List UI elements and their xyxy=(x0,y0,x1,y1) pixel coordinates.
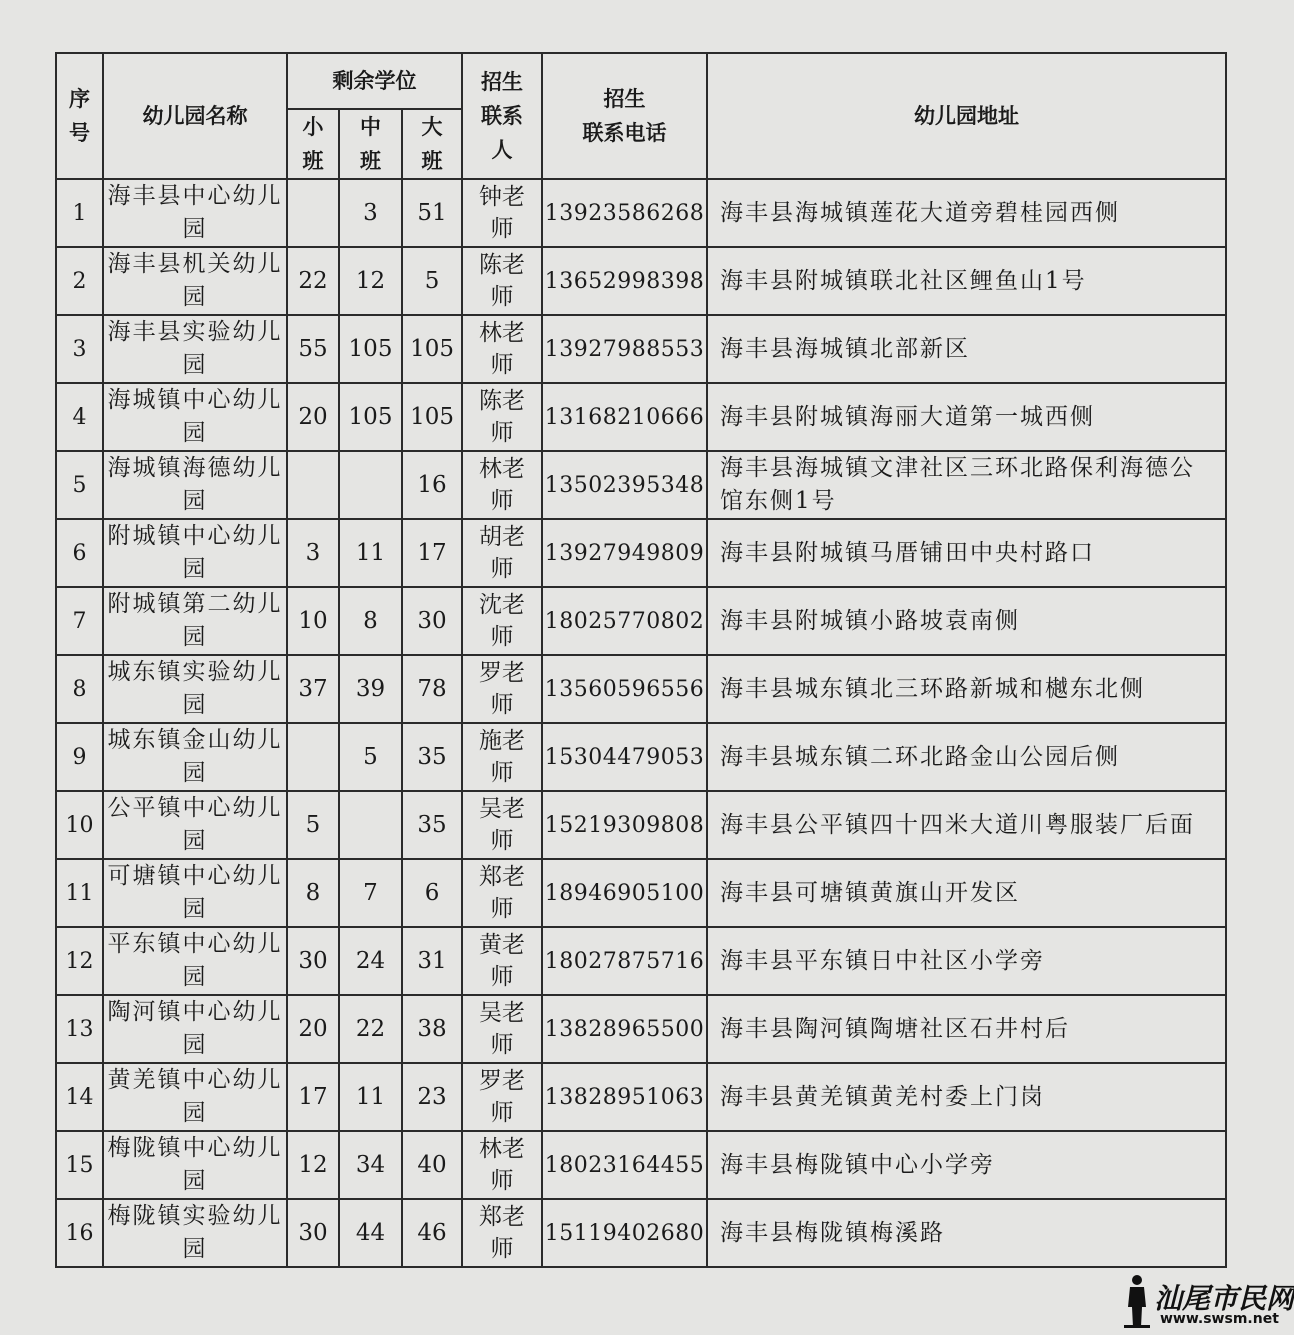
small-class-seats: 12 xyxy=(287,1131,339,1199)
contact-person xyxy=(462,995,542,1063)
kindergarten-name: 城东镇金山幼儿园 xyxy=(103,723,287,791)
kindergarten-name: 梅陇镇中心幼儿园 xyxy=(103,1131,287,1199)
contact-person xyxy=(462,1131,542,1199)
row-index: 4 xyxy=(56,383,103,451)
large-class-seats: 31 xyxy=(402,927,462,995)
contact-person-line: 沈老 xyxy=(479,592,526,618)
contact-phone: 13927988553 xyxy=(542,315,707,383)
large-class-seats: 40 xyxy=(402,1131,462,1199)
kindergarten-name: 平东镇中心幼儿园 xyxy=(103,927,287,995)
table-row xyxy=(56,859,1226,927)
header-middle-line-2: 班 xyxy=(360,148,381,173)
contact-person xyxy=(462,655,542,723)
small-class-seats: 20 xyxy=(287,383,339,451)
small-class-seats xyxy=(287,451,339,519)
large-class-seats: 105 xyxy=(402,315,462,383)
header-small-line-1: 小 xyxy=(302,114,324,139)
row-index: 11 xyxy=(56,859,103,927)
small-class-seats: 17 xyxy=(287,1063,339,1131)
table-row xyxy=(56,315,1226,383)
kindergarten-name: 海城镇中心幼儿园 xyxy=(103,383,287,451)
table-body xyxy=(56,179,1226,1267)
kindergarten-name: 梅陇镇实验幼儿园 xyxy=(103,1199,287,1267)
kindergarten-address: 海丰县附城镇小路坡袁南侧 xyxy=(707,587,1226,655)
small-class-seats: 22 xyxy=(287,247,339,315)
header-contact-person xyxy=(462,53,542,179)
contact-person xyxy=(462,927,542,995)
kindergarten-address: 海丰县海城镇文津社区三环北路保利海德公馆东侧1号 xyxy=(707,451,1226,519)
contact-person-line: 师 xyxy=(490,284,514,310)
contact-person-line: 师 xyxy=(490,216,514,242)
contact-person xyxy=(462,519,542,587)
contact-phone: 18023164455 xyxy=(542,1131,707,1199)
row-index: 1 xyxy=(56,179,103,247)
large-class-seats: 35 xyxy=(402,723,462,791)
contact-phone: 15119402680 xyxy=(542,1199,707,1267)
header-address: 幼儿园地址 xyxy=(707,53,1226,179)
row-index: 16 xyxy=(56,1199,103,1267)
kindergarten-address: 海丰县城东镇北三环路新城和樾东北侧 xyxy=(707,655,1226,723)
contact-person xyxy=(462,383,542,451)
contact-person-line: 郑老 xyxy=(479,864,526,890)
contact-phone: 15219309808 xyxy=(542,791,707,859)
header-contact-phone-line-1: 招生 xyxy=(603,86,646,111)
kindergarten-name: 海城镇海德幼儿园 xyxy=(103,451,287,519)
row-index: 6 xyxy=(56,519,103,587)
contact-person xyxy=(462,451,542,519)
middle-class-seats: 34 xyxy=(339,1131,402,1199)
contact-person-line: 罗老 xyxy=(479,660,526,686)
middle-class-seats: 44 xyxy=(339,1199,402,1267)
contact-phone: 18027875716 xyxy=(542,927,707,995)
contact-person xyxy=(462,247,542,315)
kindergarten-name: 可塘镇中心幼儿园 xyxy=(103,859,287,927)
table-row xyxy=(56,1199,1226,1267)
header-index xyxy=(56,53,103,179)
row-index: 10 xyxy=(56,791,103,859)
header-contact-person-line-3: 人 xyxy=(491,137,513,162)
contact-person-line: 吴老 xyxy=(479,1000,526,1026)
contact-phone: 15304479053 xyxy=(542,723,707,791)
table-row xyxy=(56,1131,1226,1199)
row-index: 13 xyxy=(56,995,103,1063)
contact-person-line: 师 xyxy=(490,1032,514,1058)
kindergarten-address: 海丰县黄羌镇黄羌村委上门岗 xyxy=(707,1063,1226,1131)
kindergarten-name: 城东镇实验幼儿园 xyxy=(103,655,287,723)
kindergarten-address: 海丰县海城镇莲花大道旁碧桂园西侧 xyxy=(707,179,1226,247)
small-class-seats: 8 xyxy=(287,859,339,927)
header-large-line-1: 大 xyxy=(421,114,443,139)
middle-class-seats: 3 xyxy=(339,179,402,247)
watermark xyxy=(1122,1271,1294,1331)
contact-person-line: 林老 xyxy=(479,320,526,346)
contact-phone: 18025770802 xyxy=(542,587,707,655)
kindergarten-address: 海丰县可塘镇黄旗山开发区 xyxy=(707,859,1226,927)
kindergarten-address: 海丰县城东镇二环北路金山公园后侧 xyxy=(707,723,1226,791)
large-class-seats: 46 xyxy=(402,1199,462,1267)
contact-person-line: 师 xyxy=(490,420,514,446)
contact-phone: 13168210666 xyxy=(542,383,707,451)
contact-person-line: 师 xyxy=(490,760,514,786)
kindergarten-name: 海丰县实验幼儿园 xyxy=(103,315,287,383)
middle-class-seats: 105 xyxy=(339,315,402,383)
header-small-line-2: 班 xyxy=(302,148,324,173)
middle-class-seats: 8 xyxy=(339,587,402,655)
contact-person-line: 师 xyxy=(490,896,514,922)
table-row xyxy=(56,451,1226,519)
contact-phone: 13927949809 xyxy=(542,519,707,587)
table-row xyxy=(56,791,1226,859)
kindergarten-name: 海丰县中心幼儿园 xyxy=(103,179,287,247)
header-contact-phone-line-2: 联系电话 xyxy=(582,120,667,145)
middle-class-seats xyxy=(339,451,402,519)
contact-phone: 13502395348 xyxy=(542,451,707,519)
contact-person-line: 陈老 xyxy=(479,388,526,414)
contact-person-line: 师 xyxy=(490,828,514,854)
table-row xyxy=(56,1063,1226,1131)
kindergarten-name: 海丰县机关幼儿园 xyxy=(103,247,287,315)
contact-person-line: 林老 xyxy=(479,456,526,482)
middle-class-seats: 5 xyxy=(339,723,402,791)
table-row xyxy=(56,723,1226,791)
table-row xyxy=(56,179,1226,247)
row-index: 2 xyxy=(56,247,103,315)
contact-phone: 13828965500 xyxy=(542,995,707,1063)
kindergarten-name: 黄羌镇中心幼儿园 xyxy=(103,1063,287,1131)
contact-person-line: 陈老 xyxy=(479,252,526,278)
row-index: 14 xyxy=(56,1063,103,1131)
contact-phone: 13652998398 xyxy=(542,247,707,315)
contact-person-line: 胡老 xyxy=(479,524,526,550)
contact-person-line: 师 xyxy=(490,1100,514,1126)
kindergarten-address: 海丰县陶河镇陶塘社区石井村后 xyxy=(707,995,1226,1063)
table-row xyxy=(56,383,1226,451)
small-class-seats: 10 xyxy=(287,587,339,655)
contact-person-line: 罗老 xyxy=(479,1068,526,1094)
row-index: 15 xyxy=(56,1131,103,1199)
small-class-seats xyxy=(287,723,339,791)
small-class-seats: 30 xyxy=(287,927,339,995)
header-small xyxy=(287,109,339,179)
header-contact-phone xyxy=(542,53,707,179)
contact-person-line: 师 xyxy=(490,964,514,990)
table-row xyxy=(56,927,1226,995)
middle-class-seats: 11 xyxy=(339,519,402,587)
small-class-seats: 37 xyxy=(287,655,339,723)
contact-person-line: 林老 xyxy=(479,1136,526,1162)
large-class-seats: 51 xyxy=(402,179,462,247)
kindergarten-address: 海丰县公平镇四十四米大道川粤服装厂后面 xyxy=(707,791,1226,859)
contact-phone: 13560596556 xyxy=(542,655,707,723)
table-row xyxy=(56,655,1226,723)
large-class-seats: 30 xyxy=(402,587,462,655)
kindergarten-name: 附城镇第二幼儿园 xyxy=(103,587,287,655)
row-index: 9 xyxy=(56,723,103,791)
large-class-seats: 38 xyxy=(402,995,462,1063)
contact-person-line: 钟老 xyxy=(479,184,526,210)
kindergarten-address: 海丰县梅陇镇梅溪路 xyxy=(707,1199,1226,1267)
table-row xyxy=(56,519,1226,587)
large-class-seats: 16 xyxy=(402,451,462,519)
large-class-seats: 78 xyxy=(402,655,462,723)
row-index: 7 xyxy=(56,587,103,655)
middle-class-seats: 12 xyxy=(339,247,402,315)
kindergarten-table xyxy=(55,52,1227,1268)
middle-class-seats: 22 xyxy=(339,995,402,1063)
table-row xyxy=(56,995,1226,1063)
middle-class-seats: 24 xyxy=(339,927,402,995)
kindergarten-address: 海丰县附城镇海丽大道第一城西侧 xyxy=(707,383,1226,451)
large-class-seats: 5 xyxy=(402,247,462,315)
contact-person xyxy=(462,315,542,383)
table-row xyxy=(56,587,1226,655)
contact-person-line: 施老 xyxy=(479,728,526,754)
contact-person-line: 吴老 xyxy=(479,796,526,822)
header-name: 幼儿园名称 xyxy=(103,53,287,179)
contact-person xyxy=(462,723,542,791)
header-large-line-2: 班 xyxy=(421,148,443,173)
kindergarten-name: 陶河镇中心幼儿园 xyxy=(103,995,287,1063)
kindergarten-address: 海丰县附城镇马厝铺田中央村路口 xyxy=(707,519,1226,587)
contact-person-line: 师 xyxy=(490,624,514,650)
contact-person-line: 郑老 xyxy=(479,1204,526,1230)
small-class-seats: 20 xyxy=(287,995,339,1063)
header-middle-line-1: 中 xyxy=(360,114,381,139)
table-row xyxy=(56,247,1226,315)
large-class-seats: 17 xyxy=(402,519,462,587)
watermark-title: 汕尾市民网 xyxy=(1154,1282,1294,1315)
row-index: 3 xyxy=(56,315,103,383)
small-class-seats xyxy=(287,179,339,247)
row-index: 8 xyxy=(56,655,103,723)
contact-person xyxy=(462,1199,542,1267)
kindergarten-address: 海丰县附城镇联北社区鲤鱼山1号 xyxy=(707,247,1226,315)
contact-phone: 18946905100 xyxy=(542,859,707,927)
middle-class-seats: 11 xyxy=(339,1063,402,1131)
contact-person-line: 师 xyxy=(490,556,514,582)
kindergarten-address: 海丰县平东镇日中社区小学旁 xyxy=(707,927,1226,995)
header-remaining: 剩余学位 xyxy=(287,53,462,109)
middle-class-seats xyxy=(339,791,402,859)
large-class-seats: 105 xyxy=(402,383,462,451)
kindergarten-name: 公平镇中心幼儿园 xyxy=(103,791,287,859)
contact-person xyxy=(462,179,542,247)
header-large xyxy=(402,109,462,179)
row-index: 5 xyxy=(56,451,103,519)
kindergarten-address: 海丰县梅陇镇中心小学旁 xyxy=(707,1131,1226,1199)
kindergarten-address: 海丰县海城镇北部新区 xyxy=(707,315,1226,383)
small-class-seats: 55 xyxy=(287,315,339,383)
contact-person-line: 黄老 xyxy=(479,932,526,958)
table-header xyxy=(56,53,1226,179)
header-index-line-2: 号 xyxy=(69,120,90,145)
header-contact-person-line-1: 招生 xyxy=(481,69,524,94)
row-index: 12 xyxy=(56,927,103,995)
header-contact-person-line-2: 联系 xyxy=(481,103,524,128)
contact-person xyxy=(462,791,542,859)
contact-person-line: 师 xyxy=(490,1168,514,1194)
small-class-seats: 3 xyxy=(287,519,339,587)
large-class-seats: 23 xyxy=(402,1063,462,1131)
small-class-seats: 30 xyxy=(287,1199,339,1267)
contact-person-line: 师 xyxy=(490,692,514,718)
header-index-line-1: 序 xyxy=(69,86,90,111)
large-class-seats: 6 xyxy=(402,859,462,927)
small-class-seats: 5 xyxy=(287,791,339,859)
middle-class-seats: 105 xyxy=(339,383,402,451)
contact-phone: 13923586268 xyxy=(542,179,707,247)
person-silhouette-icon xyxy=(1122,1273,1152,1329)
middle-class-seats: 39 xyxy=(339,655,402,723)
contact-person xyxy=(462,859,542,927)
large-class-seats: 35 xyxy=(402,791,462,859)
middle-class-seats: 7 xyxy=(339,859,402,927)
contact-person-line: 师 xyxy=(490,352,514,378)
header-middle xyxy=(339,109,402,179)
kindergarten-name: 附城镇中心幼儿园 xyxy=(103,519,287,587)
contact-person-line: 师 xyxy=(490,488,514,514)
contact-person-line: 师 xyxy=(490,1236,514,1262)
contact-phone: 13828951063 xyxy=(542,1063,707,1131)
contact-person xyxy=(462,587,542,655)
watermark-url: www.swsm.net xyxy=(1160,1311,1279,1327)
contact-person xyxy=(462,1063,542,1131)
